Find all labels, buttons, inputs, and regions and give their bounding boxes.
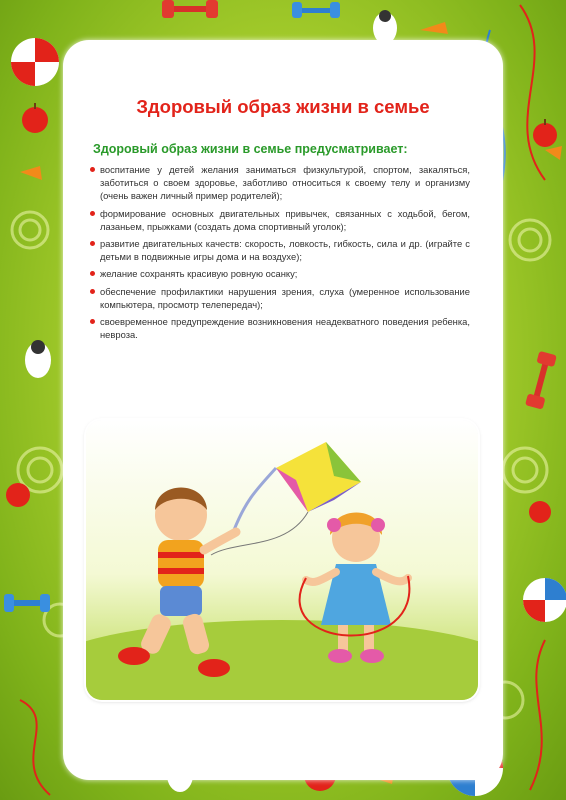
page-title: Здоровый образ жизни в семье [136, 96, 430, 117]
dumbbell-icon [4, 594, 50, 612]
bullet-dot-icon [90, 241, 95, 246]
list-item: формирование основных двигательных привычек, связанных с ходьбой, бегом, лазаньем, прыжками (создать дома спортивный уголок); [90, 207, 470, 233]
toy-dog-icon [373, 10, 397, 44]
list-item: обеспечение профилактики нарушения зрения, слуха (умеренное использование компьютера, просмотр телепередач); [90, 285, 470, 311]
page-subtitle: Здоровый образ жизни в семье предусматривает: [93, 142, 408, 156]
beach-ball-icon [523, 578, 566, 622]
apple-icon [22, 103, 48, 133]
list-item: воспитание у детей желания заниматься физкультурой, спортом, закаляться, заботиться о своем здоровье, заботливо относиться к своему телу и организму (очень важен личный пример родителей); [90, 163, 470, 203]
bullet-dot-icon [90, 271, 95, 276]
apple-icon [529, 501, 551, 523]
apple-icon [533, 119, 557, 147]
bullet-dot-icon [90, 211, 95, 216]
beach-ball-icon [11, 38, 59, 86]
bullet-dot-icon [90, 289, 95, 294]
dumbbell-icon [525, 351, 557, 410]
toy-dog-icon [25, 340, 51, 378]
carrot-icon [545, 146, 562, 160]
dumbbell-icon [162, 0, 218, 18]
dumbbell-icon [292, 2, 340, 18]
bullet-dot-icon [90, 167, 95, 172]
list-item: развитие двигательных качеств: скорость, ловкость, гибкость, сила и др. (играйте с детьми в подвижные игры дома и на воздухе); [90, 237, 470, 263]
list-item: желание сохранять красивую ровную осанку; [90, 267, 470, 280]
carrot-icon [420, 22, 448, 34]
children-kite-illustration [86, 420, 478, 700]
apple-icon [6, 483, 30, 507]
bullet-list [90, 163, 470, 345]
illustration-scene [86, 420, 478, 700]
bullet-dot-icon [90, 319, 95, 324]
list-item: своевременное предупреждение возникновения неадекватного поведения ребенка, невроза. [90, 315, 470, 341]
carrot-icon [20, 166, 42, 180]
